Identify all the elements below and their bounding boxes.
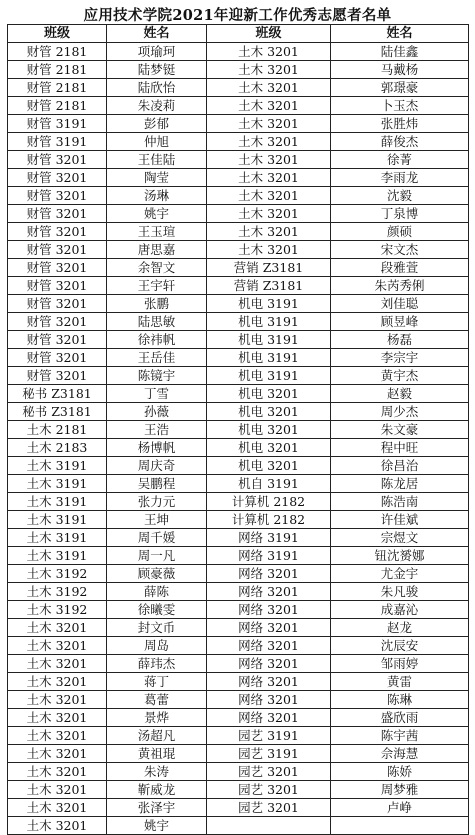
name-cell-right: 朱文豪	[331, 421, 469, 439]
table-row	[8, 817, 469, 835]
class-cell-left: 土木 3201	[8, 781, 107, 799]
table-row	[8, 691, 469, 709]
table-row	[8, 511, 469, 529]
name-cell-left: 姚宇	[107, 205, 207, 223]
name-cell-right: 邹雨婷	[331, 655, 469, 673]
table-row	[8, 547, 469, 565]
table-row	[8, 601, 469, 619]
name-cell-left: 姚宇	[107, 817, 207, 835]
class-cell-right	[207, 817, 331, 835]
name-cell-right: 宗煜文	[331, 529, 469, 547]
table-row	[8, 61, 469, 79]
table-row	[8, 781, 469, 799]
table-row	[8, 97, 469, 115]
name-cell-right: 尤金宇	[331, 565, 469, 583]
table-header-row	[8, 25, 469, 43]
name-cell-left: 薛玮杰	[107, 655, 207, 673]
class-cell-left: 财管 3201	[8, 277, 107, 295]
class-cell-right: 机电 3191	[207, 367, 331, 385]
name-cell-left: 蒋丁	[107, 673, 207, 691]
name-cell-right: 薛俊杰	[331, 133, 469, 151]
class-cell-right: 园艺 3201	[207, 781, 331, 799]
table-row	[8, 457, 469, 475]
name-cell-right: 李雨龙	[331, 169, 469, 187]
table-row	[8, 403, 469, 421]
header-name-1: 姓名	[107, 25, 207, 43]
name-cell-left: 顾豪薇	[107, 565, 207, 583]
name-cell-right: 朱凡骏	[331, 583, 469, 601]
class-cell-right: 网络 3201	[207, 637, 331, 655]
name-cell-left: 王玉瑄	[107, 223, 207, 241]
class-cell-left: 秘书 Z3181	[8, 385, 107, 403]
class-cell-right: 机电 3201	[207, 457, 331, 475]
class-cell-right: 网络 3201	[207, 601, 331, 619]
name-cell-left: 周庆奇	[107, 457, 207, 475]
name-cell-right: 段雅萱	[331, 259, 469, 277]
name-cell-left: 项瑜珂	[107, 43, 207, 61]
table-row	[8, 43, 469, 61]
table-row	[8, 763, 469, 781]
name-cell-right: 赵毅	[331, 385, 469, 403]
class-cell-left: 土木 3191	[8, 457, 107, 475]
class-cell-right: 网络 3191	[207, 529, 331, 547]
name-cell-right: 朱芮秀俐	[331, 277, 469, 295]
class-cell-right: 计算机 2182	[207, 511, 331, 529]
class-cell-left: 财管 3201	[8, 169, 107, 187]
class-cell-left: 土木 3201	[8, 619, 107, 637]
header-class-2: 班级	[207, 25, 331, 43]
name-cell-left: 陶莹	[107, 169, 207, 187]
name-cell-left: 朱涛	[107, 763, 207, 781]
class-cell-right: 土木 3201	[207, 97, 331, 115]
class-cell-right: 土木 3201	[207, 169, 331, 187]
name-cell-left: 唐思嘉	[107, 241, 207, 259]
class-cell-left: 土木 3201	[8, 763, 107, 781]
name-cell-right: 卜玉杰	[331, 97, 469, 115]
class-cell-left: 土木 3191	[8, 475, 107, 493]
name-cell-left: 仲旭	[107, 133, 207, 151]
header-name-2: 姓名	[331, 25, 469, 43]
class-cell-left: 财管 3201	[8, 349, 107, 367]
class-cell-right: 土木 3201	[207, 79, 331, 97]
table-body	[8, 43, 469, 835]
table-row	[8, 313, 469, 331]
class-cell-left: 财管 3201	[8, 331, 107, 349]
class-cell-right: 园艺 3201	[207, 799, 331, 817]
name-cell-left: 孙薇	[107, 403, 207, 421]
class-cell-right: 园艺 3191	[207, 727, 331, 745]
name-cell-left: 陆梦铤	[107, 61, 207, 79]
class-cell-right: 土木 3201	[207, 43, 331, 61]
class-cell-left: 土木 3191	[8, 511, 107, 529]
name-cell-left: 王坤	[107, 511, 207, 529]
table-row	[8, 655, 469, 673]
page-title: 应用技术学院2021年迎新工作优秀志愿者名单	[83, 7, 392, 24]
name-cell-right: 成嘉沁	[331, 601, 469, 619]
class-cell-left: 财管 3201	[8, 313, 107, 331]
class-cell-right: 机电 3201	[207, 385, 331, 403]
class-cell-right: 土木 3201	[207, 133, 331, 151]
class-cell-right: 网络 3201	[207, 691, 331, 709]
name-cell-left: 景烨	[107, 709, 207, 727]
name-cell-right: 赵龙	[331, 619, 469, 637]
class-cell-left: 财管 3201	[8, 259, 107, 277]
class-cell-left: 财管 3201	[8, 187, 107, 205]
table-row	[8, 475, 469, 493]
table-row	[8, 367, 469, 385]
class-cell-right: 网络 3201	[207, 709, 331, 727]
name-cell-right: 盛欣雨	[331, 709, 469, 727]
table-row	[8, 799, 469, 817]
class-cell-right: 网络 3191	[207, 547, 331, 565]
class-cell-left: 土木 3201	[8, 745, 107, 763]
name-cell-left: 周岛	[107, 637, 207, 655]
name-cell-right: 程中旺	[331, 439, 469, 457]
class-cell-left: 土木 3201	[8, 673, 107, 691]
table-row	[8, 241, 469, 259]
class-cell-left: 土木 3192	[8, 565, 107, 583]
class-cell-right: 土木 3201	[207, 151, 331, 169]
name-cell-right: 张胜炜	[331, 115, 469, 133]
name-cell-right: 钮沈赟娜	[331, 547, 469, 565]
class-cell-left: 财管 3201	[8, 151, 107, 169]
class-cell-left: 土木 3191	[8, 493, 107, 511]
name-cell-right: 陈宇茜	[331, 727, 469, 745]
class-cell-left: 土木 2183	[8, 439, 107, 457]
class-cell-right: 机电 3201	[207, 439, 331, 457]
name-cell-right: 马戴杨	[331, 61, 469, 79]
name-cell-left: 张泽宇	[107, 799, 207, 817]
table-row	[8, 169, 469, 187]
name-cell-right: 卢峥	[331, 799, 469, 817]
name-cell-left: 王岳佳	[107, 349, 207, 367]
table-row	[8, 259, 469, 277]
class-cell-left: 财管 3201	[8, 205, 107, 223]
name-cell-right: 周梦雅	[331, 781, 469, 799]
table-row	[8, 133, 469, 151]
table-row	[8, 349, 469, 367]
name-cell-right: 颜硕	[331, 223, 469, 241]
class-cell-left: 财管 2181	[8, 43, 107, 61]
class-cell-left: 财管 3201	[8, 367, 107, 385]
name-cell-right: 沈毅	[331, 187, 469, 205]
table-row	[8, 295, 469, 313]
table-row	[8, 205, 469, 223]
header-class-1: 班级	[8, 25, 107, 43]
class-cell-right: 网络 3201	[207, 619, 331, 637]
class-cell-left: 土木 2181	[8, 421, 107, 439]
class-cell-left: 财管 2181	[8, 79, 107, 97]
name-cell-right: 陈浩南	[331, 493, 469, 511]
table-row	[8, 637, 469, 655]
class-cell-right: 土木 3201	[207, 241, 331, 259]
class-cell-left: 土木 3201	[8, 637, 107, 655]
name-cell-right: 佘海慧	[331, 745, 469, 763]
name-cell-left: 王浩	[107, 421, 207, 439]
class-cell-right: 网络 3201	[207, 565, 331, 583]
table-row	[8, 565, 469, 583]
class-cell-left: 财管 2181	[8, 61, 107, 79]
table-row	[8, 529, 469, 547]
name-cell-left: 汤超凡	[107, 727, 207, 745]
class-cell-right: 网络 3201	[207, 583, 331, 601]
class-cell-right: 网络 3201	[207, 655, 331, 673]
class-cell-left: 财管 3191	[8, 115, 107, 133]
class-cell-right: 机自 3191	[207, 475, 331, 493]
class-cell-right: 计算机 2182	[207, 493, 331, 511]
name-cell-left: 余智文	[107, 259, 207, 277]
table-row	[8, 673, 469, 691]
class-cell-right: 园艺 3201	[207, 763, 331, 781]
table-row	[8, 79, 469, 97]
class-cell-right: 土木 3201	[207, 205, 331, 223]
class-cell-right: 营销 Z3181	[207, 277, 331, 295]
table-row	[8, 439, 469, 457]
table-row	[8, 727, 469, 745]
table-row	[8, 187, 469, 205]
class-cell-left: 财管 3201	[8, 241, 107, 259]
table-row	[8, 151, 469, 169]
table-row	[8, 277, 469, 295]
volunteer-table	[7, 24, 469, 835]
class-cell-right: 土木 3201	[207, 61, 331, 79]
name-cell-right: 徐昌治	[331, 457, 469, 475]
class-cell-left: 财管 3201	[8, 295, 107, 313]
name-cell-left: 杨博帆	[107, 439, 207, 457]
table-row	[8, 745, 469, 763]
class-cell-right: 机电 3191	[207, 313, 331, 331]
class-cell-right: 机电 3191	[207, 349, 331, 367]
name-cell-right: 李宗宇	[331, 349, 469, 367]
name-cell-left: 封文币	[107, 619, 207, 637]
table-row	[8, 583, 469, 601]
name-cell-right: 周少杰	[331, 403, 469, 421]
class-cell-right: 土木 3201	[207, 223, 331, 241]
name-cell-right: 丁泉博	[331, 205, 469, 223]
class-cell-left: 土木 3192	[8, 601, 107, 619]
name-cell-left: 周千媛	[107, 529, 207, 547]
class-cell-right: 土木 3201	[207, 115, 331, 133]
name-cell-right: 许佳斌	[331, 511, 469, 529]
name-cell-right: 黄雷	[331, 673, 469, 691]
name-cell-left: 汤琳	[107, 187, 207, 205]
name-cell-left: 吴鹏程	[107, 475, 207, 493]
class-cell-left: 土木 3201	[8, 709, 107, 727]
class-cell-left: 财管 3191	[8, 133, 107, 151]
name-cell-left: 王宇轩	[107, 277, 207, 295]
table-row	[8, 421, 469, 439]
class-cell-left: 土木 3201	[8, 799, 107, 817]
class-cell-left: 财管 3201	[8, 223, 107, 241]
name-cell-left: 徐祎帆	[107, 331, 207, 349]
name-cell-right: 陈龙居	[331, 475, 469, 493]
name-cell-right: 黄宇杰	[331, 367, 469, 385]
class-cell-right: 机电 3201	[207, 421, 331, 439]
name-cell-left: 靳威龙	[107, 781, 207, 799]
name-cell-left: 陆欣怡	[107, 79, 207, 97]
name-cell-left: 陈镜宇	[107, 367, 207, 385]
name-cell-left: 薛陈	[107, 583, 207, 601]
class-cell-left: 土木 3201	[8, 655, 107, 673]
table-row	[8, 115, 469, 133]
class-cell-left: 土木 3191	[8, 529, 107, 547]
class-cell-right: 机电 3191	[207, 295, 331, 313]
name-cell-left: 王佳陆	[107, 151, 207, 169]
name-cell-right: 杨磊	[331, 331, 469, 349]
name-cell-right: 郭璟豪	[331, 79, 469, 97]
name-cell-left: 葛蕾	[107, 691, 207, 709]
name-cell-left: 丁雪	[107, 385, 207, 403]
table-row	[8, 223, 469, 241]
name-cell-left: 彭郁	[107, 115, 207, 133]
class-cell-right: 机电 3201	[207, 403, 331, 421]
table-row	[8, 493, 469, 511]
class-cell-right: 土木 3201	[207, 187, 331, 205]
class-cell-left: 土木 3201	[8, 691, 107, 709]
class-cell-left: 土木 3192	[8, 583, 107, 601]
name-cell-left: 朱凌莉	[107, 97, 207, 115]
name-cell-right: 宋文杰	[331, 241, 469, 259]
name-cell-right: 顾昱峰	[331, 313, 469, 331]
name-cell-right: 陆佳鑫	[331, 43, 469, 61]
class-cell-left: 秘书 Z3181	[8, 403, 107, 421]
class-cell-right: 网络 3201	[207, 673, 331, 691]
table-row	[8, 385, 469, 403]
name-cell-left: 陆思敏	[107, 313, 207, 331]
name-cell-right: 刘佳聪	[331, 295, 469, 313]
name-cell-left: 张鹏	[107, 295, 207, 313]
name-cell-right: 陈娇	[331, 763, 469, 781]
name-cell-right: 沈辰安	[331, 637, 469, 655]
class-cell-left: 土木 3201	[8, 817, 107, 835]
name-cell-right	[331, 817, 469, 835]
class-cell-right: 园艺 3191	[207, 745, 331, 763]
class-cell-right: 营销 Z3181	[207, 259, 331, 277]
class-cell-left: 土木 3201	[8, 727, 107, 745]
class-cell-left: 土木 3191	[8, 547, 107, 565]
name-cell-left: 周一凡	[107, 547, 207, 565]
name-cell-right: 陈琳	[331, 691, 469, 709]
table-row	[8, 619, 469, 637]
name-cell-left: 徐曦雯	[107, 601, 207, 619]
class-cell-right: 机电 3191	[207, 331, 331, 349]
name-cell-right: 徐菁	[331, 151, 469, 169]
class-cell-left: 财管 2181	[8, 97, 107, 115]
table-row	[8, 709, 469, 727]
name-cell-left: 张力元	[107, 493, 207, 511]
table-row	[8, 331, 469, 349]
name-cell-left: 黄祖琨	[107, 745, 207, 763]
